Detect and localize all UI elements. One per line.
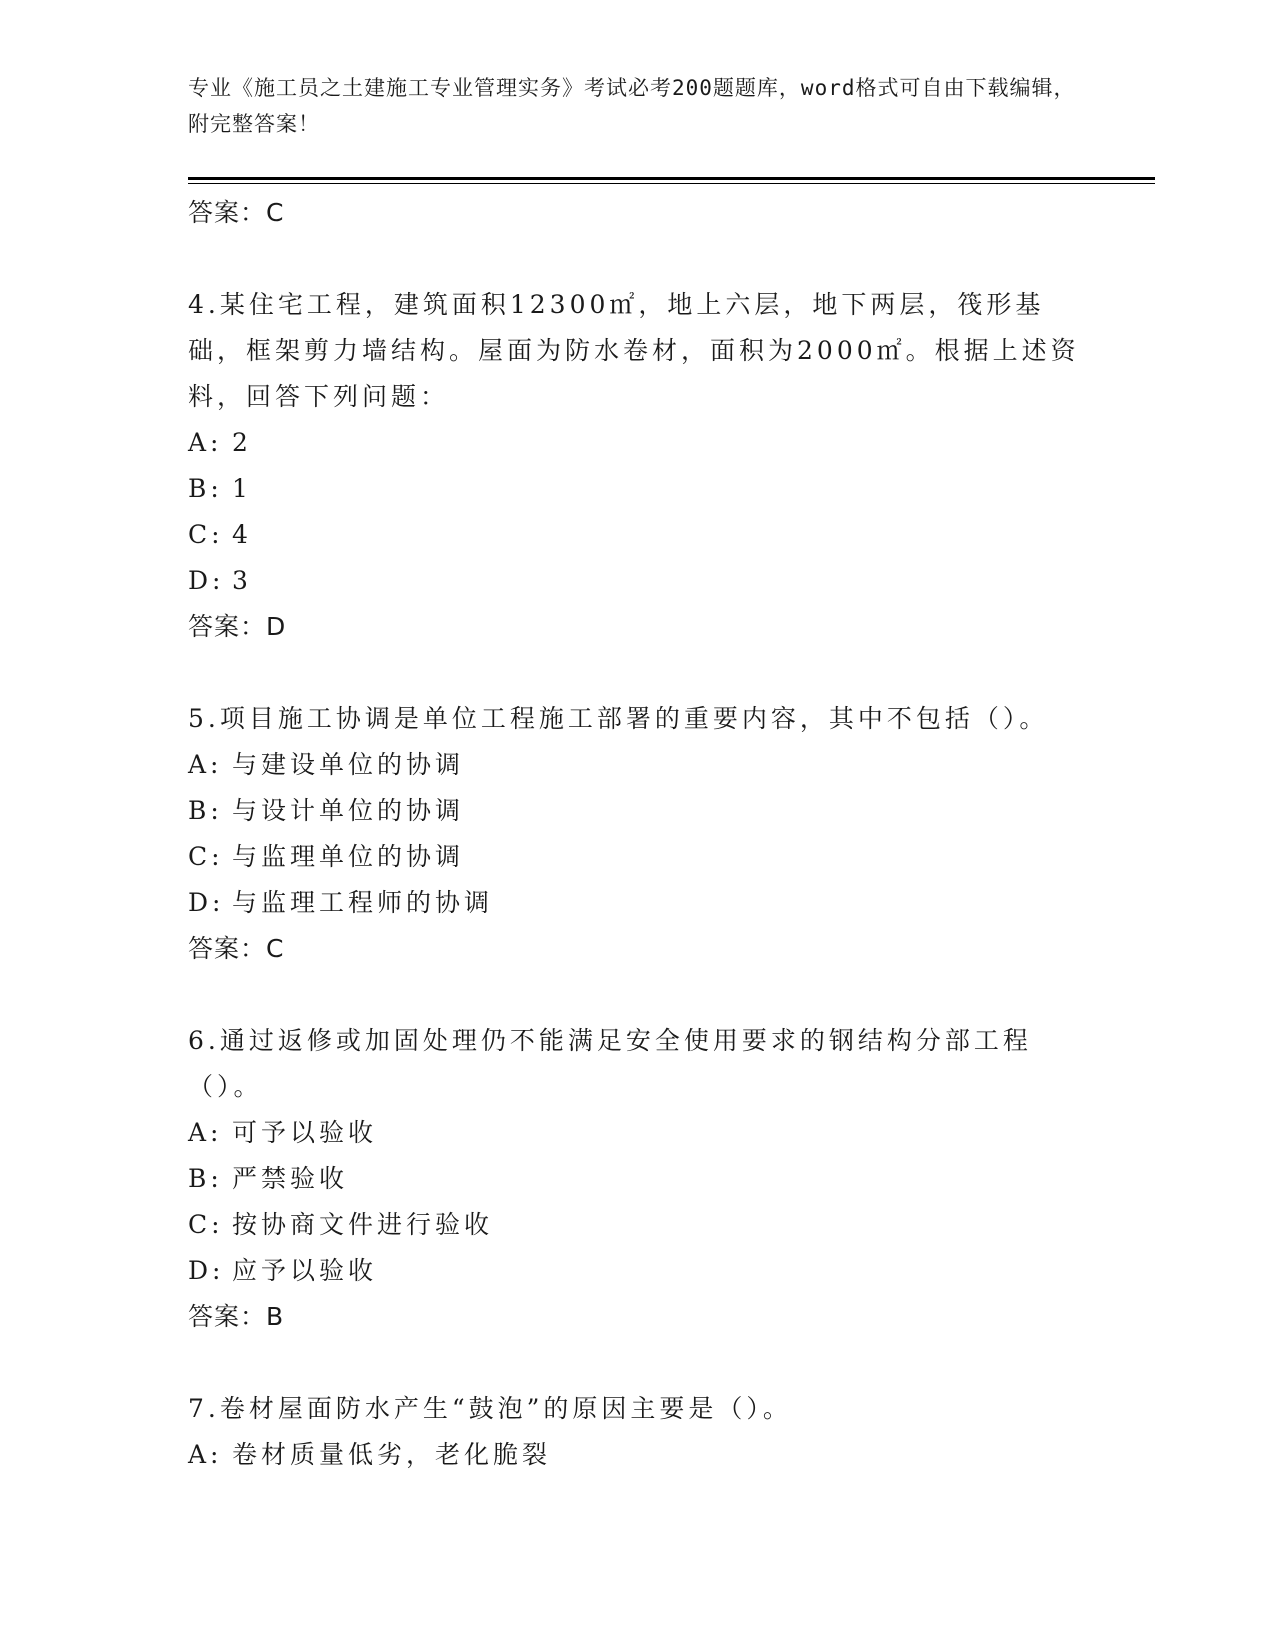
option-label: B: bbox=[188, 474, 223, 503]
spacer bbox=[188, 972, 1088, 1018]
option-d bbox=[188, 880, 1088, 926]
spacer bbox=[188, 236, 1088, 282]
question-text: 5.项目施工协调是单位工程施工部署的重要内容，其中不包括（）。 bbox=[188, 704, 1049, 733]
option-label: B: bbox=[188, 796, 223, 825]
option-label: A: bbox=[188, 1118, 223, 1147]
option-text: 应予以验收 bbox=[232, 1256, 378, 1285]
option-b bbox=[188, 466, 1088, 512]
option-a bbox=[188, 742, 1088, 788]
option-text: 与监理工程师的协调 bbox=[232, 888, 494, 917]
option-text: 与设计单位的协调 bbox=[232, 796, 465, 825]
document-body bbox=[188, 190, 1088, 1478]
header-divider bbox=[188, 177, 1155, 180]
option-text: 可予以验收 bbox=[232, 1118, 378, 1147]
option-b bbox=[188, 1156, 1088, 1202]
option-a bbox=[188, 1432, 1088, 1478]
spacer bbox=[188, 1340, 1088, 1386]
question-text: 7.卷材屋面防水产生“鼓泡”的原因主要是（）。 bbox=[188, 1394, 792, 1423]
question-block bbox=[188, 696, 1088, 972]
option-label: C: bbox=[188, 1210, 224, 1239]
option-text: 2 bbox=[232, 428, 252, 457]
option-text: 严禁验收 bbox=[232, 1164, 349, 1193]
option-text: 4 bbox=[232, 520, 252, 549]
question-block bbox=[188, 1018, 1088, 1340]
option-d bbox=[188, 558, 1088, 604]
header-divider-thin bbox=[188, 183, 1155, 184]
option-label: C: bbox=[188, 842, 224, 871]
question-block bbox=[188, 1386, 1088, 1478]
answer-line: 答案：B bbox=[188, 1302, 285, 1331]
option-c bbox=[188, 1202, 1088, 1248]
option-label: A: bbox=[188, 428, 223, 457]
question-block bbox=[188, 282, 1088, 650]
option-label: D: bbox=[188, 1256, 225, 1285]
option-text: 3 bbox=[232, 566, 252, 595]
option-label: C: bbox=[188, 520, 224, 549]
option-label: B: bbox=[188, 1164, 223, 1193]
document-header: 专业《施工员之土建施工专业管理实务》考试必考200题题库，word格式可自由下载编辑，附完整答案！ bbox=[188, 76, 1076, 136]
option-label: D: bbox=[188, 566, 225, 595]
option-d bbox=[188, 1248, 1088, 1294]
question-text: 6.通过返修或加固处理仍不能满足安全使用要求的钢结构分部工程（）。 bbox=[188, 1026, 1032, 1101]
option-text: 卷材质量低劣，老化脆裂 bbox=[232, 1440, 552, 1469]
option-text: 与建设单位的协调 bbox=[232, 750, 465, 779]
option-label: A: bbox=[188, 1440, 223, 1469]
option-a bbox=[188, 1110, 1088, 1156]
option-label: A: bbox=[188, 750, 223, 779]
option-text: 按协商文件进行验收 bbox=[232, 1210, 494, 1239]
option-text: 1 bbox=[232, 474, 252, 503]
option-b bbox=[188, 788, 1088, 834]
question-text: 4.某住宅工程，建筑面积12300㎡，地上六层，地下两层，筏形基础，框架剪力墙结构。屋面为防水卷材，面积为2000㎡。根据上述资料，回答下列问题： bbox=[188, 290, 1080, 411]
option-label: D: bbox=[188, 888, 225, 917]
answer-line: 答案：C bbox=[188, 934, 285, 963]
option-a bbox=[188, 420, 1088, 466]
answer-line: 答案：D bbox=[188, 612, 287, 641]
option-c bbox=[188, 512, 1088, 558]
answer-line: 答案：C bbox=[188, 198, 285, 227]
option-text: 与监理单位的协调 bbox=[232, 842, 465, 871]
spacer bbox=[188, 650, 1088, 696]
option-c bbox=[188, 834, 1088, 880]
